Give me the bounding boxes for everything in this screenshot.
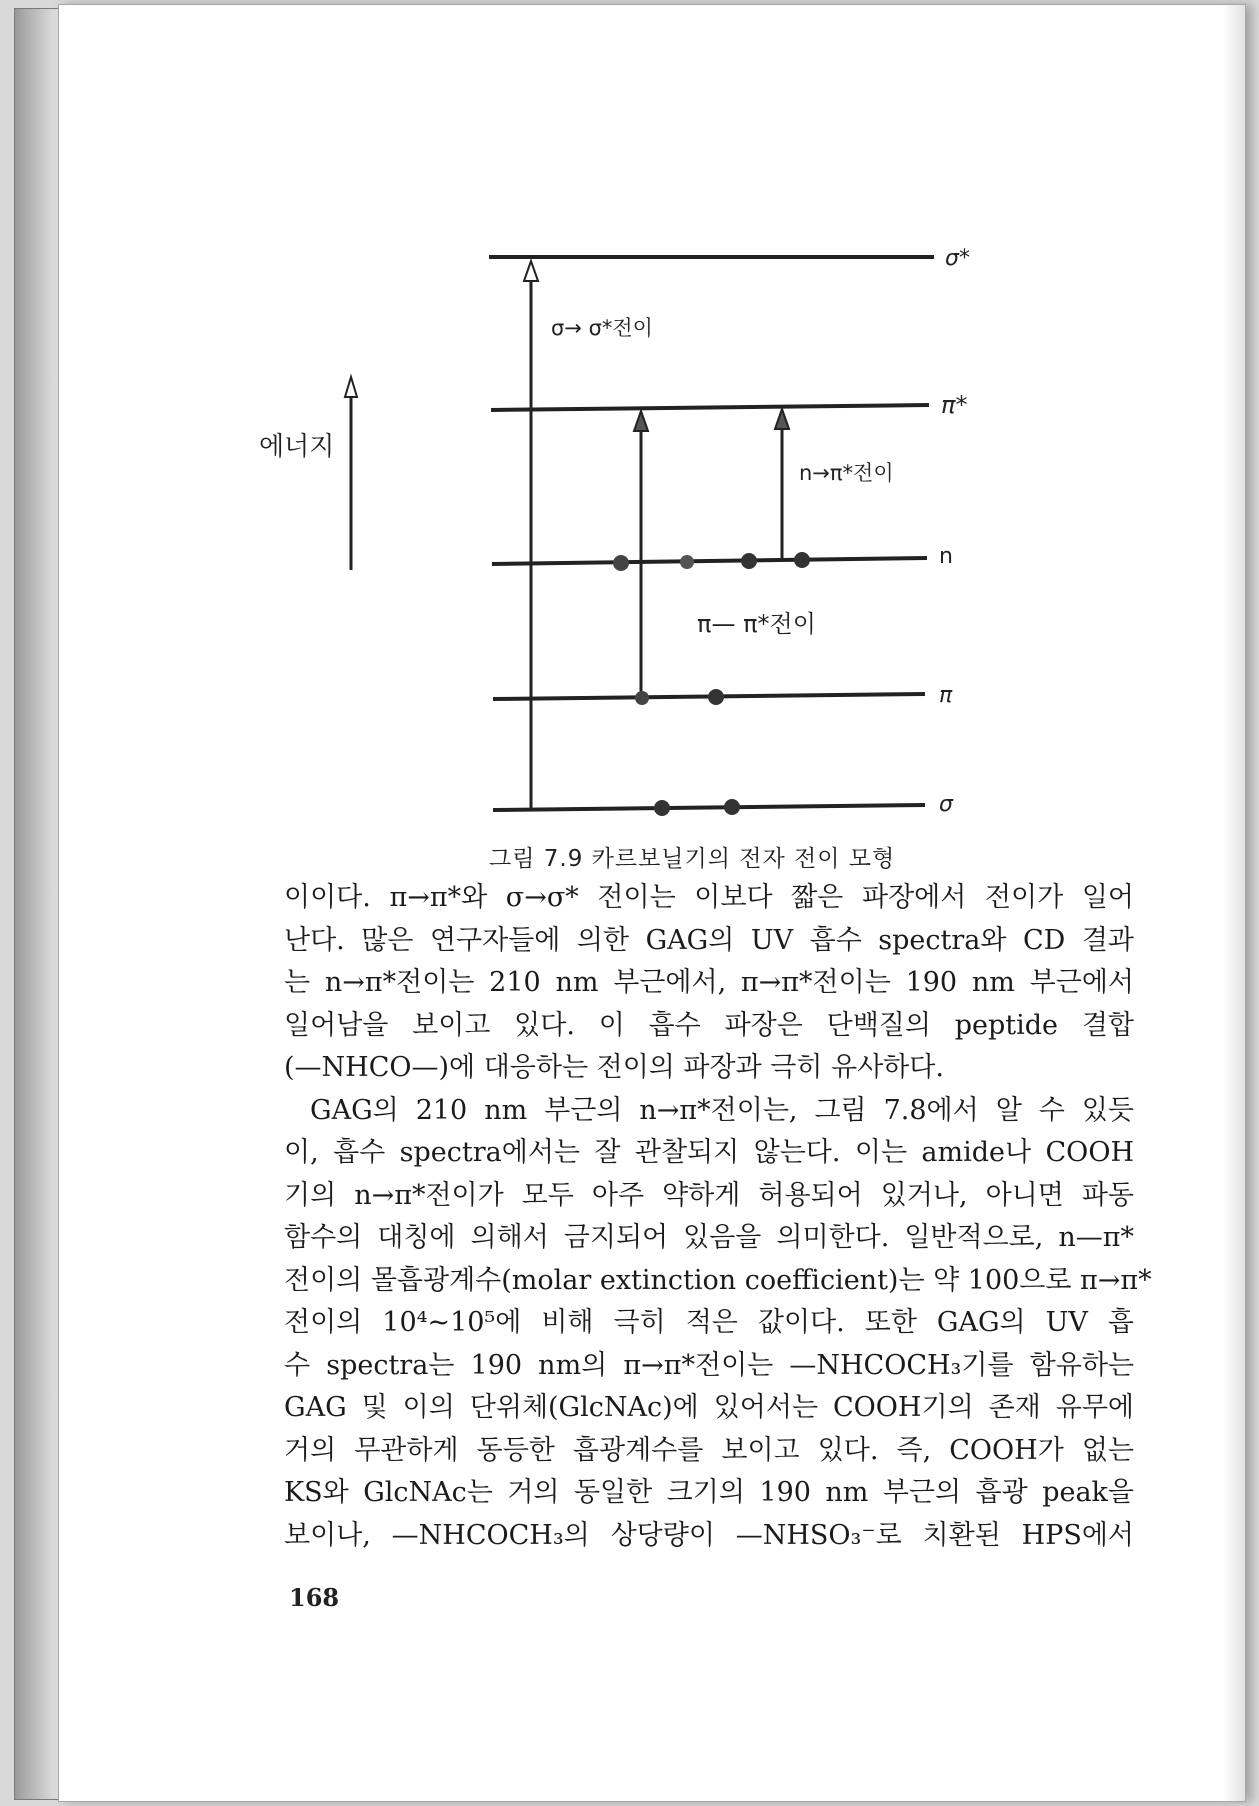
level-label-sigma: σ	[939, 792, 953, 817]
page-number: 168	[289, 1583, 340, 1612]
text-line: KS와 GlcNAc는 거의 동일한 크기의 190 nm 부근의 흡광 peak을	[284, 1477, 1134, 1508]
paragraph-2	[284, 1090, 1152, 1558]
n-pi-star-arrow	[775, 409, 789, 561]
text-line: (—NHCO—)에 대응하는 전이의 파장과 극히 유사하다.	[284, 1052, 944, 1083]
level-line-n	[492, 558, 927, 564]
text-line: 는 n→π*전이는 210 nm 부근에서, π→π*전이는 190 nm 부근에서	[284, 967, 1134, 998]
text-line: 전이의 몰흡광계수(molar extinction coefficient)는 약 100으로 π→π*	[284, 1264, 1152, 1296]
text-line: 이이다. π→π*와 σ→σ* 전이는 이보다 짧은 파장에서 전이가 일어	[284, 882, 1134, 913]
transition-label-pi-pi-star: π— π*전이	[697, 610, 816, 638]
figure-caption: 그림 7.9 카르보닐기의 전자 전이 모형	[489, 846, 896, 872]
electron-dot	[635, 691, 649, 705]
energy-axis-arrow	[345, 377, 357, 570]
text-line: 함수의 대칭에 의해서 금지되어 있음을 의미한다. 일반적으로, n—π*	[284, 1222, 1134, 1253]
text-line: 전이의 10⁴~10⁵에 비해 극히 적은 값이다. 또한 GAG의 UV 흡	[284, 1307, 1134, 1338]
electron-dot	[741, 553, 757, 569]
energy-label: 에너지	[259, 432, 335, 462]
text-line: 보이나, —NHCOCH₃의 상당량이 —NHSO₃⁻로 치환된 HPS에서	[284, 1519, 1134, 1551]
book-page	[58, 4, 1246, 1802]
body-text	[284, 877, 1152, 1557]
electron-dot	[794, 552, 810, 568]
transition-label-n-pi-star: n→π*전이	[799, 461, 894, 485]
level-line-pi-star	[491, 405, 929, 410]
level-label-n: n	[939, 544, 953, 569]
book-spine-edge	[14, 8, 62, 1800]
text-line: 난다. 많은 연구자들에 의한 GAG의 UV 흡수 spectra와 CD 결과	[284, 924, 1134, 956]
text-line: 일어남을 보이고 있다. 이 흡수 파장은 단백질의 peptide 결합	[284, 1009, 1134, 1041]
level-label-pi: π	[939, 683, 953, 708]
sigma-sigma-star-arrow	[524, 261, 538, 810]
level-line-sigma	[493, 805, 925, 810]
electron-dot	[680, 555, 694, 569]
electron-dot	[654, 800, 670, 816]
electron-dot	[613, 555, 629, 571]
electron-transition-diagram	[59, 5, 1245, 835]
paragraph-1	[284, 877, 1134, 1090]
electron-dot	[724, 799, 740, 815]
text-line: 이, 흡수 spectra에서는 잘 관찰되지 않는다. 이는 amide나 COOH	[284, 1137, 1134, 1168]
text-line: GAG 및 이의 단위체(GlcNAc)에 있어서는 COOH기의 존재 유무에	[284, 1392, 1134, 1423]
electron-dot	[708, 689, 724, 705]
text-line: 거의 무관하게 동등한 흡광계수를 보이고 있다. 즉, COOH가 없는	[284, 1434, 1134, 1466]
text-line: 기의 n→π*전이가 모두 아주 약하게 허용되어 있거나, 아니면 파동	[284, 1179, 1134, 1211]
pi-pi-star-arrow	[634, 411, 648, 699]
text-line: 수 spectra는 190 nm의 π→π*전이는 —NHCOCH₃기를 함유하는	[284, 1349, 1134, 1381]
level-label-sigma-star: σ*	[945, 246, 970, 271]
level-label-pi-star: π*	[941, 391, 968, 419]
transition-label-sigma-sigma-star: σ→ σ*전이	[551, 316, 653, 340]
text-line: GAG의 210 nm 부근의 n→π*전이는, 그림 7.8에서 알 수 있듯	[310, 1094, 1134, 1126]
